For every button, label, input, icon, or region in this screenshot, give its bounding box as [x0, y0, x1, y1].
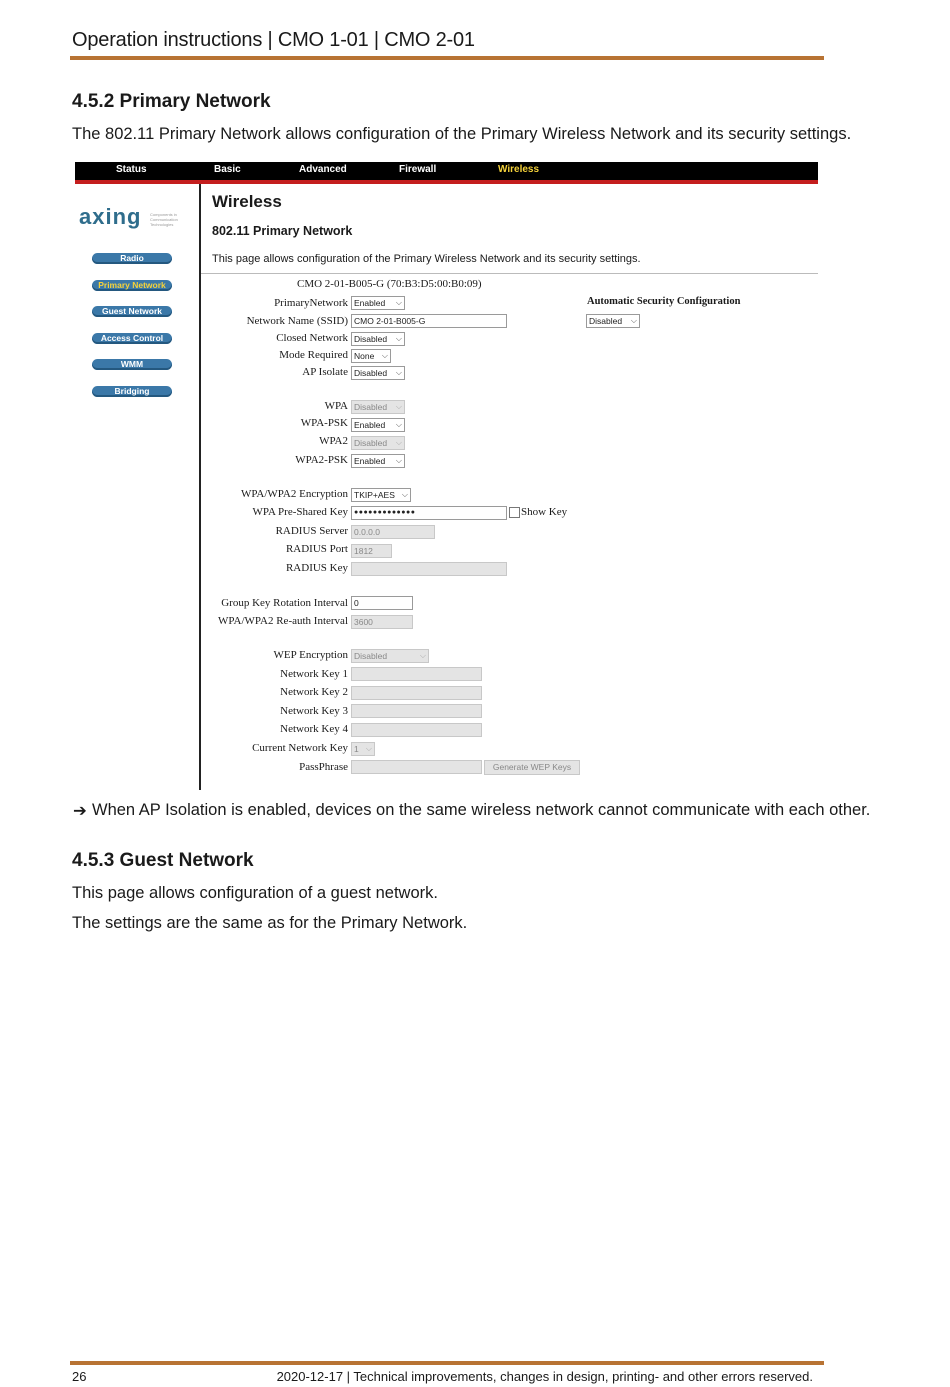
auto-security-label: Automatic Security Configuration	[587, 296, 741, 307]
wpa-select[interactable]	[351, 400, 405, 414]
reauth-input[interactable]: 3600	[351, 615, 413, 629]
chevron-down-icon: ⌵	[395, 420, 402, 429]
chevron-down-icon: ⌵	[401, 490, 408, 499]
ssid-label: Network Name (SSID)	[246, 315, 348, 327]
psk-input[interactable]: ●●●●●●●●●●●●●	[351, 506, 507, 520]
radius-server-input[interactable]: 0.0.0.0	[351, 525, 435, 539]
radius-port-input[interactable]: 1812	[351, 544, 392, 558]
wep-encryption-select[interactable]	[351, 649, 429, 663]
chevron-down-icon: ⌵	[395, 298, 402, 307]
network-key-1-label: Network Key 1	[280, 668, 348, 680]
passphrase-input[interactable]	[351, 760, 482, 774]
router-screenshot	[75, 162, 818, 790]
section-text-primary: The 802.11 Primary Network allows configuration of the Primary Wireless Network and its security settings.	[72, 125, 852, 143]
auto-security-value: Disabled	[589, 316, 623, 326]
section-title-primary: 4.5.2 Primary Network	[72, 91, 271, 112]
generate-wep-keys-button[interactable]: Generate WEP Keys	[484, 760, 580, 775]
footer-text: 2020-12-17 | Technical improvements, changes in design, printing- and other errors reserved.	[276, 1369, 813, 1384]
mode-required-value: None	[354, 351, 375, 361]
wpa2-value: Disabled	[354, 438, 388, 448]
network-key-3-label: Network Key 3	[280, 705, 348, 717]
radius-server-label: RADIUS Server	[275, 525, 348, 537]
nav-firewall[interactable]: Firewall	[399, 164, 437, 175]
radius-key-input[interactable]	[351, 562, 507, 576]
current-key-value: 1	[354, 744, 359, 754]
ap-isolate-label: AP Isolate	[302, 366, 348, 378]
note-arrow-icon: ➔	[73, 802, 87, 820]
nav-advanced[interactable]: Advanced	[299, 164, 347, 175]
chevron-down-icon: ⌵	[381, 351, 388, 360]
network-key-2-input[interactable]	[351, 686, 482, 700]
primary-network-value: Enabled	[354, 298, 386, 308]
sidebar-item-wmm[interactable]: WMM	[92, 359, 172, 370]
ssid-input[interactable]: CMO 2-01-B005-G	[351, 314, 507, 328]
radius-port-label: RADIUS Port	[285, 543, 348, 555]
wpa-psk-value: Enabled	[354, 420, 386, 430]
wpa-label: WPA	[324, 400, 348, 412]
wep-encryption-label: WEP Encryption	[273, 649, 348, 661]
chevron-down-icon: ⌵	[395, 368, 402, 377]
chevron-down-icon: ⌵	[630, 316, 637, 325]
mode-required-select[interactable]	[351, 349, 391, 363]
auto-security-select[interactable]	[586, 314, 640, 328]
sidebar-item-guest-network[interactable]: Guest Network	[92, 306, 172, 317]
chevron-down-icon: ⌵	[395, 438, 402, 447]
page-description: This page allows configuration of the Primary Wireless Network and its security settings.	[212, 253, 641, 265]
psk-label: WPA Pre-Shared Key	[252, 506, 348, 518]
sidebar-item-primary-network[interactable]: Primary Network	[92, 280, 172, 291]
show-key-checkbox[interactable]	[509, 507, 520, 518]
wpa2-label: WPA2	[319, 435, 348, 447]
nav-wireless[interactable]: Wireless	[498, 164, 540, 175]
page-number: 26	[72, 1369, 87, 1384]
radius-key-label: RADIUS Key	[285, 562, 348, 574]
network-key-2-label: Network Key 2	[280, 686, 348, 698]
ap-isolate-select[interactable]	[351, 366, 405, 380]
encryption-select[interactable]	[351, 488, 411, 502]
footer-rule	[70, 1361, 824, 1365]
brand-tagline: Components in Communication Technologies	[150, 212, 178, 227]
chevron-down-icon: ⌵	[395, 456, 402, 465]
network-key-4-label: Network Key 4	[280, 723, 348, 735]
encryption-label: WPA/WPA2 Encryption	[240, 488, 348, 500]
wpa-value: Disabled	[354, 402, 388, 412]
nav-status[interactable]: Status	[116, 164, 147, 175]
passphrase-label: PassPhrase	[299, 761, 348, 773]
group-key-label: Group Key Rotation Interval	[221, 597, 348, 609]
show-key-label: Show Key	[521, 506, 568, 518]
wpa-psk-select[interactable]	[351, 418, 405, 432]
mode-required-label: Mode Required	[279, 349, 348, 361]
ap-isolate-value: Disabled	[354, 368, 388, 378]
reauth-label: WPA/WPA2 Re-auth Interval	[218, 615, 348, 627]
page-title: Wireless	[212, 192, 282, 211]
document-header: Operation instructions | CMO 1-01 | CMO 2-01	[72, 29, 475, 51]
page-subtitle: 802.11 Primary Network	[212, 224, 353, 238]
device-id: CMO 2-01-B005-G (70:B3:D5:00:B0:09)	[297, 278, 482, 290]
primary-network-select[interactable]	[351, 296, 405, 310]
chevron-down-icon: ⌵	[365, 744, 372, 753]
top-nav	[75, 162, 818, 184]
brand-logo: axing	[79, 204, 142, 229]
primary-network-label: PrimaryNetwork	[274, 297, 348, 309]
ap-isolation-note: When AP Isolation is enabled, devices on the same wireless network cannot communicate with each other.	[92, 801, 871, 819]
current-key-label: Current Network Key	[252, 742, 348, 754]
wpa2-select[interactable]	[351, 436, 405, 450]
sidebar-item-bridging[interactable]: Bridging	[92, 386, 172, 397]
wpa-psk-label: WPA-PSK	[300, 417, 348, 429]
chevron-down-icon: ⌵	[395, 334, 402, 343]
wpa2-psk-select[interactable]	[351, 454, 405, 468]
wpa2-psk-label: WPA2-PSK	[295, 454, 348, 466]
sidebar	[75, 184, 201, 790]
wpa2-psk-value: Enabled	[354, 456, 386, 466]
network-key-4-input[interactable]	[351, 723, 482, 737]
chevron-down-icon: ⌵	[395, 402, 402, 411]
wep-encryption-value: Disabled	[354, 651, 388, 661]
header-rule	[70, 56, 824, 60]
closed-network-value: Disabled	[354, 334, 388, 344]
group-key-input[interactable]: 0	[351, 596, 413, 610]
guest-text-2: The settings are the same as for the Primary Network.	[72, 914, 468, 932]
network-key-1-input[interactable]	[351, 667, 482, 681]
current-key-select[interactable]	[351, 742, 375, 756]
encryption-value: TKIP+AES	[354, 490, 395, 500]
closed-network-label: Closed Network	[276, 332, 348, 344]
sidebar-item-access-control[interactable]: Access Control	[92, 333, 172, 344]
guest-text-1: This page allows configuration of a guest network.	[72, 884, 438, 902]
divider	[201, 273, 818, 274]
section-title-guest: 4.5.3 Guest Network	[72, 850, 254, 871]
closed-network-select[interactable]	[351, 332, 405, 346]
chevron-down-icon: ⌵	[419, 651, 426, 660]
sidebar-item-radio[interactable]: Radio	[92, 253, 172, 264]
network-key-3-input[interactable]	[351, 704, 482, 718]
nav-basic[interactable]: Basic	[214, 164, 241, 175]
